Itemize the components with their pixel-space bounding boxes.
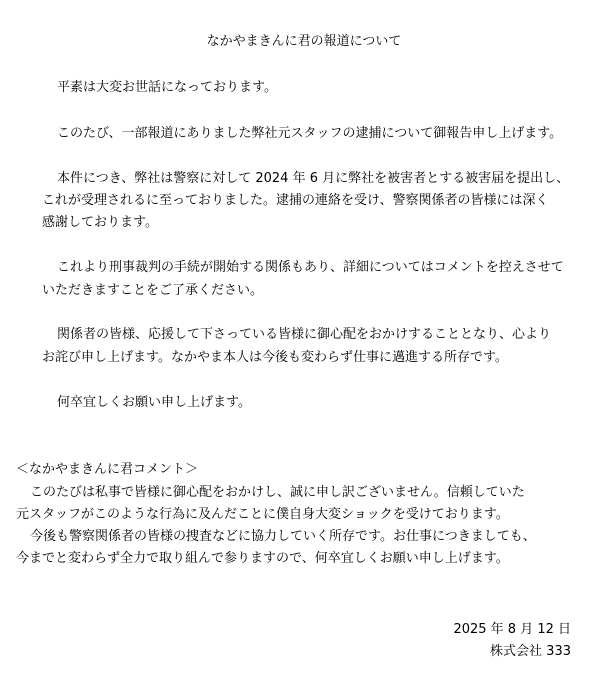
greeting-line: 平素は大変お世話になっております。 bbox=[57, 80, 277, 95]
comment-line: 今後も警察関係者の皆様の捜査などに協力していく所存です。お仕事につきましても、 bbox=[30, 529, 536, 544]
issue-date: 2025 年 8 月 12 日 bbox=[453, 622, 571, 637]
comment-line: 元スタッフがこのような行為に及んだことに僕自身大変ショックを受けております。 bbox=[16, 507, 509, 522]
paragraph-line: 本件につき、弊社は警察に対して 2024 年 6 月に弊社を被害者とする被害届を提出し、 bbox=[57, 171, 570, 186]
paragraph-line: これが受理されるに至っておりました。逮捕の連絡を受け、警察関係者の皆様には深く bbox=[42, 193, 549, 208]
paragraph-line: いただきますことをご了承ください。 bbox=[42, 283, 264, 298]
paragraph-line: これより刑事裁判の手続が開始する関係もあり、詳細についてはコメントを控えさせて bbox=[57, 260, 564, 275]
document-title: なかやまきんに君の報道について bbox=[206, 34, 402, 49]
paragraph-line: お詫び申し上げます。なかやま本人は今後も変わらず仕事に邁進する所存です。 bbox=[42, 350, 508, 365]
paragraph-line: 感謝しております。 bbox=[42, 215, 158, 230]
announcement-line: このたび、一部報道にありました弊社元スタッフの逮捕について御報告申し上げます。 bbox=[57, 126, 563, 141]
paragraph-line: 関係者の皆様、応援して下さっている皆様に御心配をおかけすることとなり、心より bbox=[57, 327, 552, 342]
comment-line: 今までと変わらず全力で取り組んで参りますので、何卒宜しくお願い申し上げます。 bbox=[16, 551, 509, 566]
comment-heading: ＜なかやまきんに君コメント＞ bbox=[16, 462, 199, 477]
comment-line: このたびは私事で皆様に御心配をおかけし、誠に申し訳ございません。信頼していた bbox=[30, 485, 525, 500]
company-name: 株式会社 333 bbox=[490, 644, 571, 659]
closing-line: 何卒宜しくお願い申し上げます。 bbox=[57, 395, 251, 410]
